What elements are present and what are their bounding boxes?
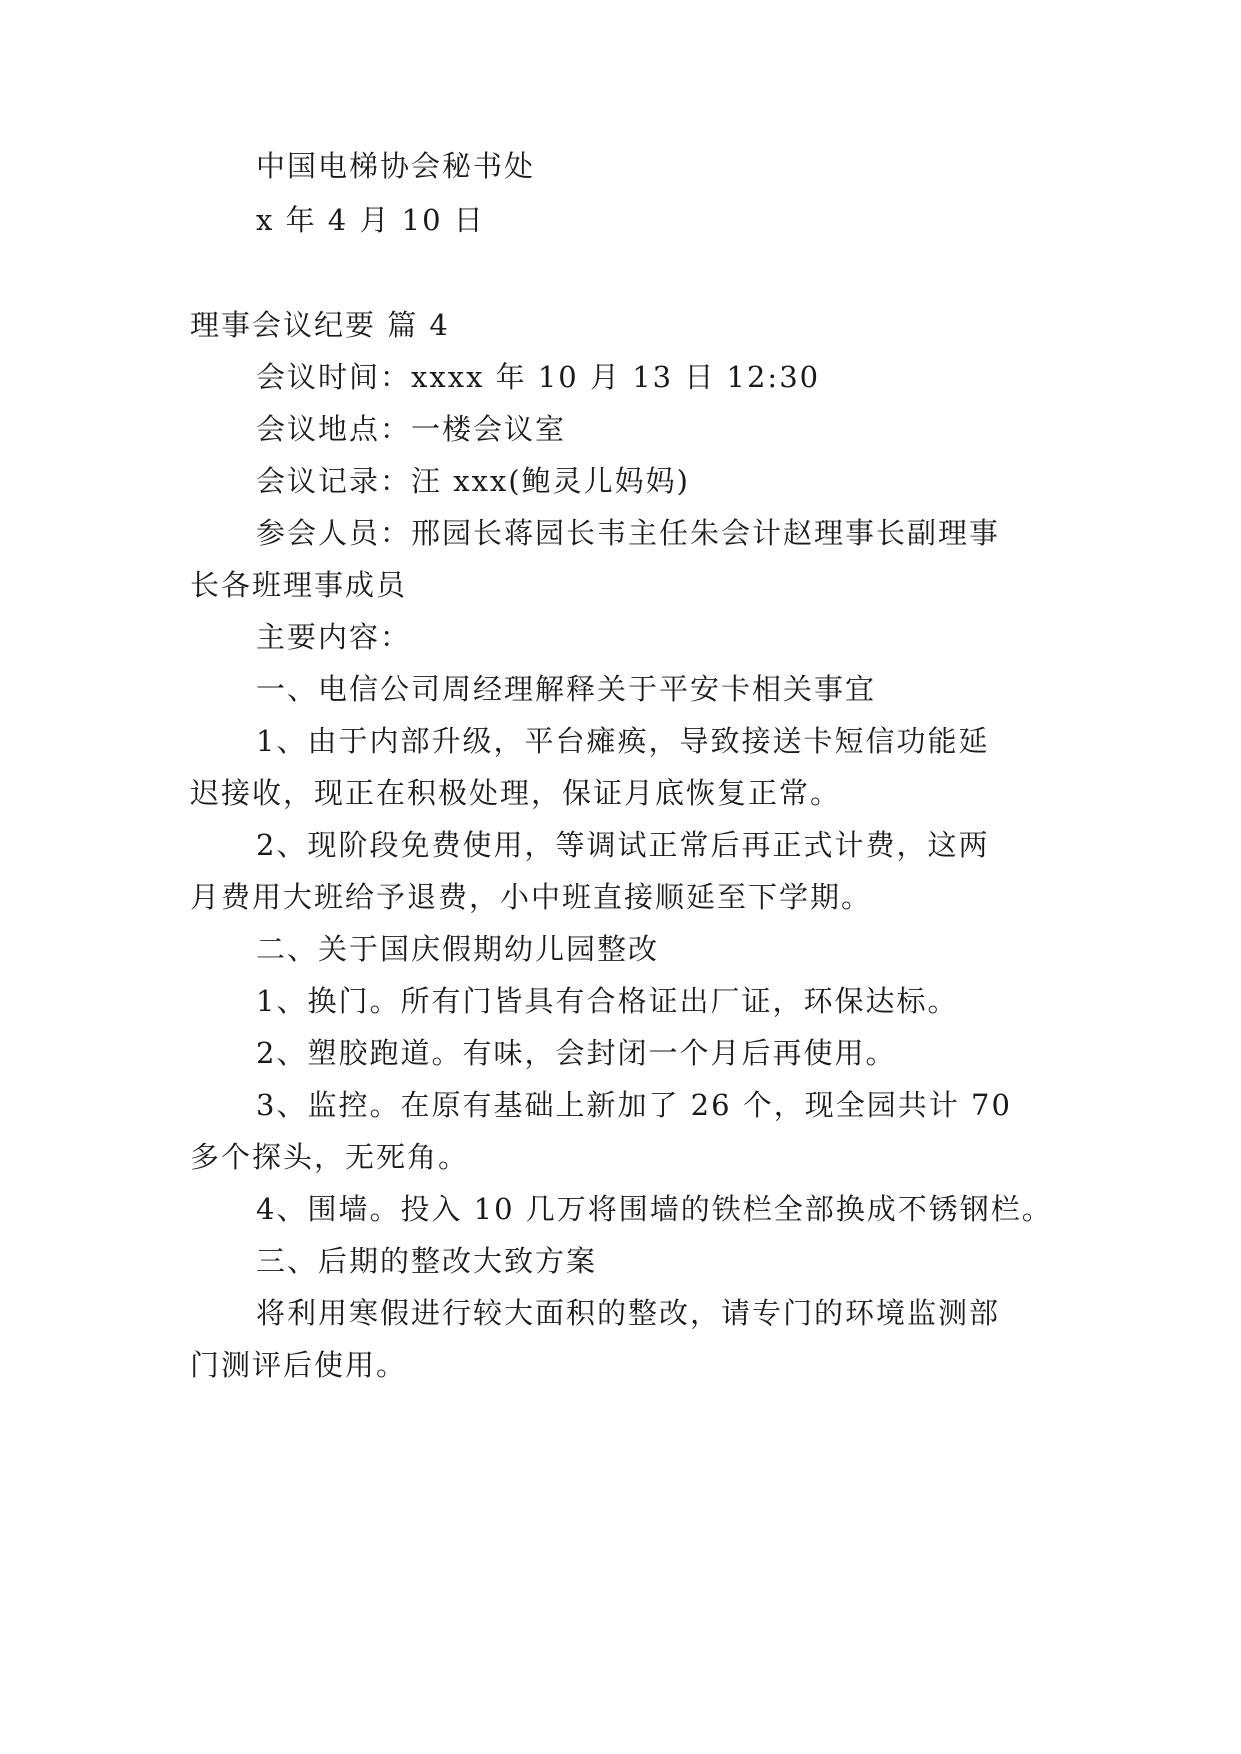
paragraph-line: 2、塑胶跑道。有味，会封闭一个月后再使用。 xyxy=(256,1036,897,1070)
paragraph-line: 迟接收，现正在积极处理，保证月底恢复正常。 xyxy=(190,776,842,810)
paragraph-line: 主要内容： xyxy=(256,620,412,654)
paragraph-line: 将利用寒假进行较大面积的整改，请专门的环境监测部 xyxy=(256,1296,1001,1330)
paragraph-line: 三、后期的整改大致方案 xyxy=(256,1244,598,1278)
paragraph-line: 月费用大班给予退费，小中班直接顺延至下学期。 xyxy=(190,880,873,914)
signature-date: x 年 4 月 10 日 xyxy=(256,203,485,237)
paragraph-line: 1、由于内部升级，平台瘫痪，导致接送卡短信功能延 xyxy=(256,724,990,758)
paragraph-line: 二、关于国庆假期幼儿园整改 xyxy=(256,932,660,966)
paragraph-line: 3、监控。在原有基础上新加了 26 个，现全园共计 70 xyxy=(256,1088,1012,1122)
paragraph-line: 长各班理事成员 xyxy=(190,568,408,602)
paragraph-line: 一、电信公司周经理解释关于平安卡相关事宜 xyxy=(256,672,877,706)
paragraph-line: 2、现阶段免费使用，等调试正常后再正式计费，这两 xyxy=(256,828,990,862)
paragraph-line: 会议地点：一楼会议室 xyxy=(256,412,567,446)
paragraph-line: 4、围墙。投入 10 几万将围墙的铁栏全部换成不锈钢栏。 xyxy=(256,1192,1053,1226)
paragraph-line: 会议记录：汪 xxx(鲍灵儿妈妈) xyxy=(256,464,690,498)
org-signature: 中国电梯协会秘书处 xyxy=(256,149,536,183)
paragraph-line: 多个探头，无死角。 xyxy=(190,1140,470,1174)
paragraph-line: 会议时间：xxxx 年 10 月 13 日 12:30 xyxy=(256,360,821,394)
paragraph-line: 门测评后使用。 xyxy=(190,1348,408,1382)
paragraph-line: 1、换门。所有门皆具有合格证出厂证，环保达标。 xyxy=(256,984,959,1018)
paragraph-line: 参会人员：邢园长蒋园长韦主任朱会计赵理事长副理事 xyxy=(256,516,1001,550)
section-title: 理事会议纪要 篇 4 xyxy=(190,308,450,342)
